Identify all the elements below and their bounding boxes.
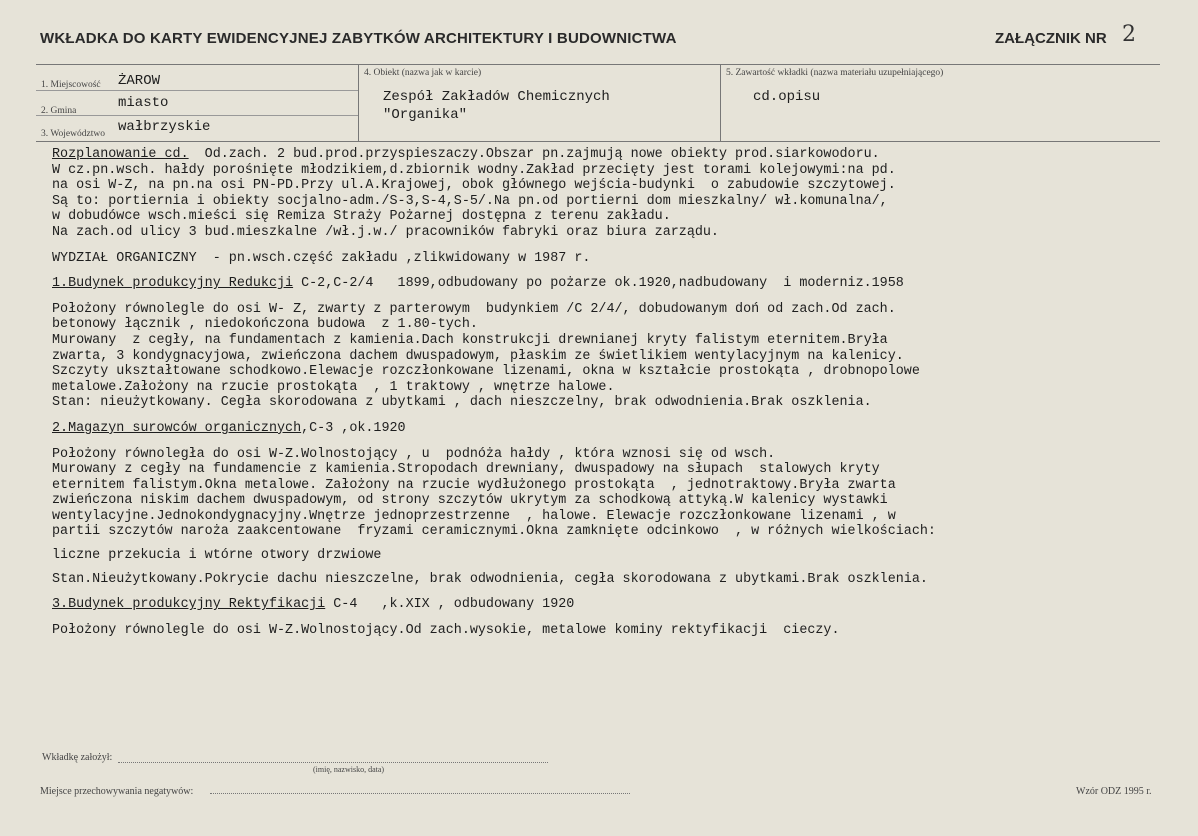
paragraph-line: liczne przekucia i wtórne otwory drzwiowe [52, 548, 382, 564]
paragraph-line: Murowany z cegły na fundamencie z kamienia.Stropodach drewniany, dwuspadowy na słupach stalowych kryty [52, 462, 880, 478]
annex-label: ZAŁĄCZNIK NR [995, 30, 1107, 47]
miejscowosc-value: ŻAROW [118, 73, 161, 89]
paragraph-line: w dobudówce wsch.mieści się Remiza Straży Pożarnej dostępna z terenu zakładu. [52, 209, 671, 225]
paragraph-line: Murowany z cegły, na fundamentach z kamienia.Dach konstrukcji drewnianej kryty falistym eternitem.Bryła [52, 332, 888, 348]
obiekt-line-1: Zespół Zakładów Chemicznych [383, 89, 610, 105]
gmina-value: miasto [118, 95, 169, 111]
building-3-title: 3.Budynek produkcyjny Rektyfikacji [52, 597, 326, 613]
form-fields-grid [36, 64, 1160, 142]
gmina-label: 2. Gmina [41, 106, 77, 116]
paragraph-line: Na zach.od ulicy 3 bud.mieszkalne /wł.j.w./ pracowników fabryki oraz biura zarządu. [52, 224, 719, 240]
building-1-heading: 1.Budynek produkcyjny Redukcji C-2,C-2/4 1899,odbudowany po pożarze ok.1920,nadbudowany i moderniz.1958 [52, 276, 904, 292]
paragraph-line: Szczyty ukształtowane schodkowo.Elewacje rozczłonkowane lizenami, okna w kształcie prostokąta , drobnopolowe [52, 364, 920, 380]
paragraph-line: Położony równolegle do osi W-Z.Wolnostojący.Od zach.wysokie, metalowe kominy rektyfikacji cieczy. [52, 622, 840, 638]
paragraph-line: W cz.pn.wsch. hałdy porośnięte młodzikiem,d.zbiornik wodny.Zakład przecięty jest torami kolejowymi:na pd. [52, 162, 896, 178]
paragraph-line: zwarta, 3 kondygnacyjowa, zwieńczona dachem dwuspadowym, płaskim ze świetlikiem wentylacyjnym na kalenicy. [52, 348, 904, 364]
column-divider [720, 65, 721, 141]
negatives-line [210, 793, 630, 794]
row-divider [36, 115, 358, 116]
paragraph-line: eternitem falistym.Okna metalowe. Założony na rzucie wydłużonego prostokąta , jednotraktowy.Bryła zwarta [52, 477, 896, 493]
paragraph-line: na osi W-Z, na pn.na osi PN-PD.Przy ul.A.Krajowej, obok głównego wejścia-budynki o zabudowie szczytowej. [52, 178, 896, 194]
miejscowosc-label: 1. Miejscowość [41, 80, 101, 90]
negatives-label: Miejsce przechowywania negatywów: [40, 786, 194, 797]
paragraph-line: metalowe.Założony na rzucie prostokąta , 1 traktowy , wnętrze halowe. [52, 379, 615, 395]
paragraph-line: Położony równoległa do osi W-Z.Wolnostojący , u podnóża hałdy , która wznosi się od wsch. [52, 446, 776, 462]
zawartosc-value: cd.opisu [753, 89, 821, 105]
paragraph-line: Stan: nieużytkowany. Cegła skorodowana z ubytkami , dach nieszczelny, brak odwodnienia.Brak oszklenia. [52, 395, 872, 411]
row-divider [36, 90, 358, 91]
wojewodztwo-label: 3. Województwo [41, 129, 105, 139]
paragraph-line: Są to: portiernia i obiekty socjalno-adm./S-3,S-4,S-5/.Na pn.od portierni dom mieszkalny/ wł.komunalna/, [52, 193, 888, 209]
obiekt-line-2: "Organika" [383, 107, 468, 123]
form-code: Wzór ODZ 1995 r. [1076, 786, 1152, 797]
signature-sublabel: (imię, nazwisko, data) [313, 765, 385, 774]
description-body [52, 147, 1172, 638]
building-2-heading: 2.Magazyn surowców organicznych,C-3 ,ok.1920 [52, 420, 406, 436]
building-2-title: 2.Magazyn surowców organicznych [52, 420, 302, 436]
document-title: WKŁADKA DO KARTY EWIDENCYJNEJ ZABYTKÓW ARCHITEKTURY I BUDOWNICTWA [40, 30, 677, 47]
zawartosc-label: 5. Zawartość wkładki (nazwa materiału uzupełniającego) [726, 68, 944, 78]
paragraph-line: wentylacyjne.Jednokondygnacyjny.Wnętrze jednoprzestrzenne , halowe. Elewacje rozczłonkowane lizenami , w [52, 508, 896, 524]
obiekt-label: 4. Obiekt (nazwa jak w karcie) [364, 68, 482, 78]
building-3-heading: 3.Budynek produkcyjny Rektyfikacji C-4 ,k.XIX , odbudowany 1920 [52, 597, 575, 613]
paragraph-line: Stan.Nieużytkowany.Pokrycie dachu nieszczelne, brak odwodnienia, cegła skorodowana z ubytkami.Brak oszklenia. [52, 571, 928, 587]
signature-label: Wkładkę założył: [42, 752, 113, 763]
wojewodztwo-value: wałbrzyskie [118, 119, 211, 135]
column-divider [358, 65, 359, 141]
signature-line [118, 762, 548, 763]
paragraph-line: Położony równolegle do osi W- Z, zwarty z parterowym budynkiem /C 2/4/, dobudowanym doń od zach.Od zach. [52, 301, 896, 317]
annex-number: 2 [1122, 22, 1136, 47]
building-1-title: 1.Budynek produkcyjny Redukcji [52, 276, 294, 292]
wydzial-heading: WYDZIAŁ ORGANICZNY - pn.wsch.część zakładu ,zlikwidowany w 1987 r. [52, 250, 591, 266]
rozplanowanie-line-1: Rozplanowanie cd. Od.zach. 2 bud.prod.przyspieszaczy.Obszar pn.zajmują nowe obiekty prod.siarkowodoru. [52, 147, 880, 162]
paragraph-line: zwieńczona niskim dachem dwuspadowym, od strony szczytów ukrytym za schodkową attyką.W kalenicy wystawki [52, 493, 888, 509]
paragraph-line: betonowy łącznik , niedokończona budowa z 1.80-tych. [52, 317, 478, 333]
paragraph-line: partii szczytów naroża zaakcentowane fryzami ceramicznymi.Okna zamknięte odcinkowo , w różnych wielkościach: [52, 524, 936, 540]
section-heading-rozplanowanie: Rozplanowanie cd. [52, 147, 189, 162]
